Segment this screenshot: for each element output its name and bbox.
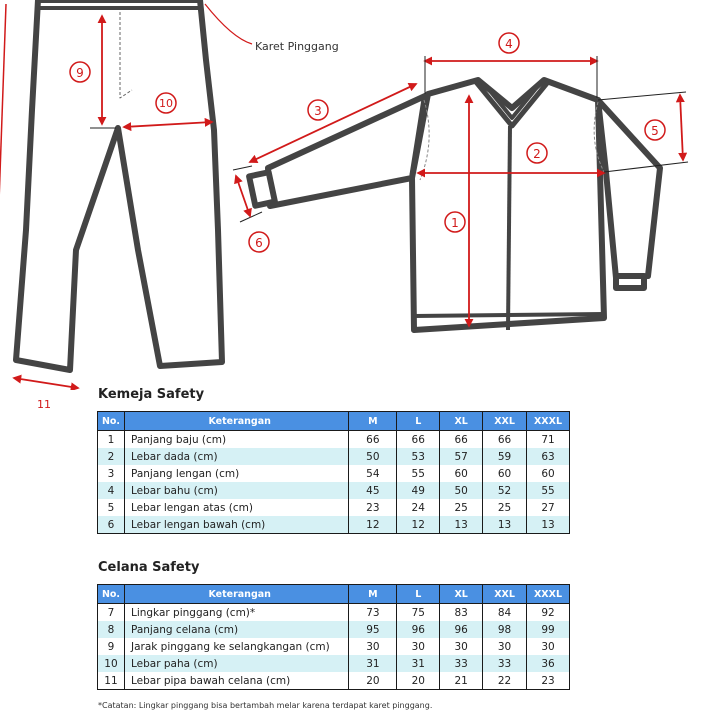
value-cell: 92 <box>527 604 570 622</box>
column-header: XXXL <box>527 585 570 604</box>
value-cell: 66 <box>349 431 397 449</box>
column-header: Keterangan <box>124 585 348 604</box>
table-row <box>98 672 570 690</box>
value-cell: 45 <box>349 482 397 499</box>
marker-3 <box>308 100 328 120</box>
svg-text:6: 6 <box>255 236 263 250</box>
value-cell: 30 <box>440 638 483 655</box>
value-cell: 53 <box>397 448 440 465</box>
value-cell: 12 <box>349 516 397 534</box>
value-cell: 52 <box>483 482 527 499</box>
value-cell: 36 <box>527 655 570 672</box>
marker-11-label: 11 <box>37 398 51 411</box>
marker-6 <box>249 232 269 252</box>
value-cell: 13 <box>440 516 483 534</box>
column-header: Keterangan <box>124 412 348 431</box>
value-cell: 20 <box>397 672 440 690</box>
table-row <box>98 448 570 465</box>
value-cell: 13 <box>527 516 570 534</box>
value-cell: 8 <box>98 621 125 638</box>
value-cell: 30 <box>397 638 440 655</box>
marker-10 <box>156 93 176 113</box>
svg-text:3: 3 <box>314 104 322 118</box>
column-header: XL <box>440 412 483 431</box>
shirt-size-table <box>97 411 570 534</box>
pants-title: Celana Safety <box>98 560 200 575</box>
value-cell: 30 <box>349 638 397 655</box>
svg-text:10: 10 <box>159 97 173 110</box>
value-cell: 20 <box>349 672 397 690</box>
value-cell: 50 <box>440 482 483 499</box>
table-row <box>98 499 570 516</box>
table-row <box>98 655 570 672</box>
description-cell: Lebar lengan atas (cm) <box>124 499 348 516</box>
value-cell: 73 <box>349 604 397 622</box>
value-cell: 60 <box>527 465 570 482</box>
value-cell: 66 <box>483 431 527 449</box>
waist-label: Karet Pinggang <box>255 40 339 53</box>
value-cell: 49 <box>397 482 440 499</box>
marker-5 <box>645 120 665 140</box>
value-cell: 83 <box>440 604 483 622</box>
column-header: No. <box>98 412 125 431</box>
value-cell: 5 <box>98 499 125 516</box>
value-cell: 11 <box>98 672 125 690</box>
svg-text:9: 9 <box>76 66 84 80</box>
footnote: *Catatan: Lingkar pinggang bisa bertambah melar karena terdapat karet pinggang. <box>98 701 433 710</box>
marker-9 <box>70 62 90 82</box>
svg-text:4: 4 <box>505 37 513 51</box>
svg-text:1: 1 <box>451 216 459 230</box>
value-cell: 33 <box>440 655 483 672</box>
table-row <box>98 621 570 638</box>
table-header-row <box>98 585 570 604</box>
column-header: XXXL <box>527 412 570 431</box>
column-header: M <box>349 585 397 604</box>
value-cell: 96 <box>397 621 440 638</box>
value-cell: 31 <box>397 655 440 672</box>
value-cell: 50 <box>349 448 397 465</box>
marker-1 <box>445 212 465 232</box>
value-cell: 33 <box>483 655 527 672</box>
marker-2 <box>527 143 547 163</box>
value-cell: 31 <box>349 655 397 672</box>
column-header: XL <box>440 585 483 604</box>
marker-4 <box>499 33 519 53</box>
description-cell: Lebar pipa bawah celana (cm) <box>124 672 348 690</box>
value-cell: 63 <box>527 448 570 465</box>
pants-size-table <box>97 584 570 690</box>
value-cell: 12 <box>397 516 440 534</box>
value-cell: 66 <box>440 431 483 449</box>
value-cell: 55 <box>397 465 440 482</box>
svg-text:2: 2 <box>533 147 541 161</box>
svg-text:5: 5 <box>651 124 659 138</box>
value-cell: 13 <box>483 516 527 534</box>
value-cell: 23 <box>349 499 397 516</box>
table-header-row <box>98 412 570 431</box>
value-cell: 6 <box>98 516 125 534</box>
value-cell: 10 <box>98 655 125 672</box>
value-cell: 98 <box>483 621 527 638</box>
value-cell: 55 <box>527 482 570 499</box>
value-cell: 2 <box>98 448 125 465</box>
value-cell: 66 <box>397 431 440 449</box>
table-row <box>98 638 570 655</box>
value-cell: 9 <box>98 638 125 655</box>
description-cell: Jarak pinggang ke selangkangan (cm) <box>124 638 348 655</box>
description-cell: Panjang celana (cm) <box>124 621 348 638</box>
value-cell: 57 <box>440 448 483 465</box>
table-row <box>98 516 570 534</box>
description-cell: Lebar lengan bawah (cm) <box>124 516 348 534</box>
description-cell: Panjang lengan (cm) <box>124 465 348 482</box>
value-cell: 54 <box>349 465 397 482</box>
value-cell: 99 <box>527 621 570 638</box>
description-cell: Lingkar pinggang (cm)* <box>124 604 348 622</box>
value-cell: 21 <box>440 672 483 690</box>
shirt-title: Kemeja Safety <box>98 387 205 402</box>
column-header: No. <box>98 585 125 604</box>
value-cell: 59 <box>483 448 527 465</box>
value-cell: 95 <box>349 621 397 638</box>
pants-drawing <box>16 0 222 370</box>
value-cell: 30 <box>527 638 570 655</box>
description-cell: Panjang baju (cm) <box>124 431 348 449</box>
description-cell: Lebar dada (cm) <box>124 448 348 465</box>
column-header: XXL <box>483 585 527 604</box>
table-row <box>98 482 570 499</box>
column-header: M <box>349 412 397 431</box>
table-row <box>98 465 570 482</box>
value-cell: 60 <box>440 465 483 482</box>
value-cell: 7 <box>98 604 125 622</box>
value-cell: 4 <box>98 482 125 499</box>
table-row <box>98 431 570 449</box>
value-cell: 1 <box>98 431 125 449</box>
value-cell: 23 <box>527 672 570 690</box>
value-cell: 60 <box>483 465 527 482</box>
value-cell: 84 <box>483 604 527 622</box>
value-cell: 25 <box>483 499 527 516</box>
description-cell: Lebar bahu (cm) <box>124 482 348 499</box>
value-cell: 24 <box>397 499 440 516</box>
table-row <box>98 604 570 622</box>
value-cell: 30 <box>483 638 527 655</box>
description-cell: Lebar paha (cm) <box>124 655 348 672</box>
value-cell: 75 <box>397 604 440 622</box>
value-cell: 96 <box>440 621 483 638</box>
value-cell: 3 <box>98 465 125 482</box>
value-cell: 27 <box>527 499 570 516</box>
value-cell: 71 <box>527 431 570 449</box>
value-cell: 25 <box>440 499 483 516</box>
column-header: L <box>397 585 440 604</box>
column-header: XXL <box>483 412 527 431</box>
column-header: L <box>397 412 440 431</box>
value-cell: 22 <box>483 672 527 690</box>
